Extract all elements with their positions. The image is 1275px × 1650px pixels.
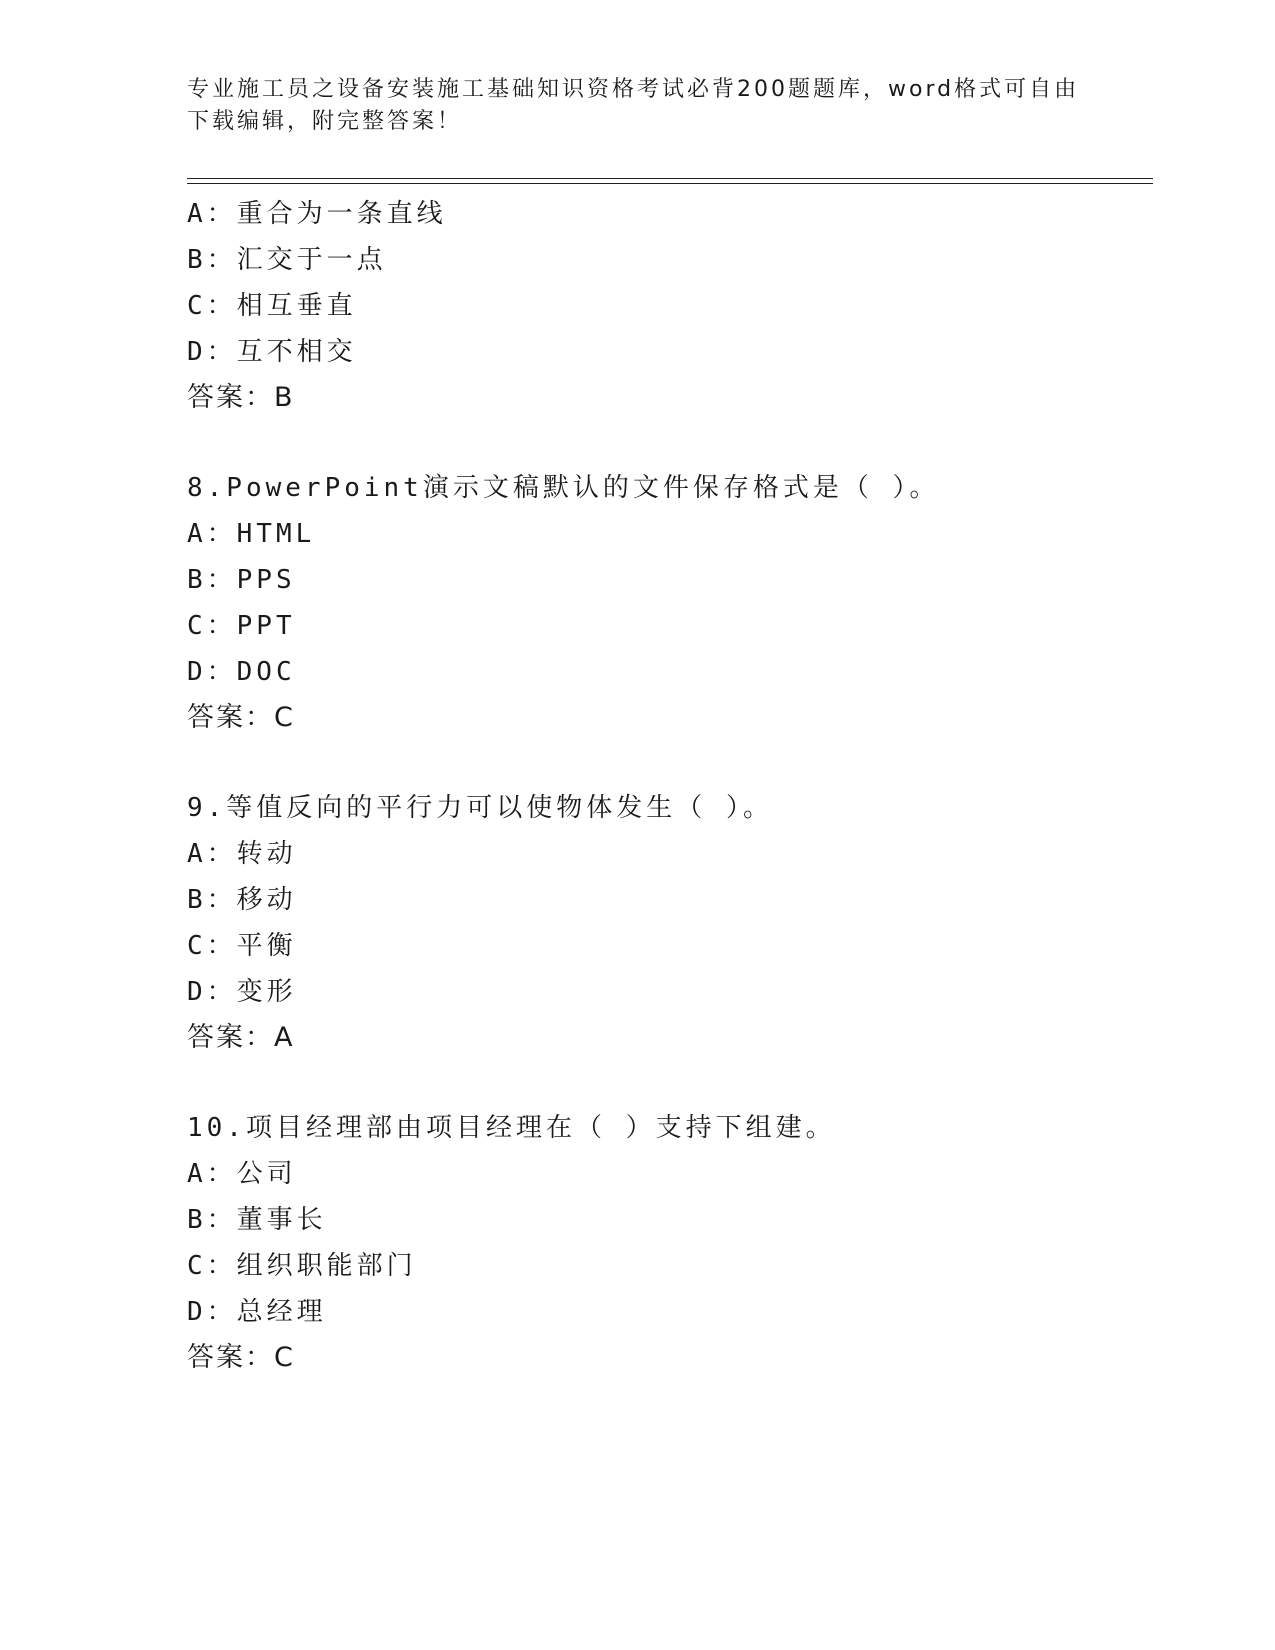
option-a: A：HTML [187,519,316,549]
option-b: B：董事长 [187,1205,327,1235]
option-d: D：变形 [187,977,297,1007]
document-header [187,74,1087,138]
answer-line: 答案：C [187,702,295,733]
option-b: B：PPS [187,565,296,595]
answer-line: 答案：A [187,1022,295,1053]
question-block-10 [187,1105,1153,1381]
option-d: D：互不相交 [187,337,357,367]
block-spacer [187,1061,1153,1105]
question-text: 9.等值反向的平行力可以使物体发生（ ）。 [187,793,773,823]
question-block-9 [187,785,1153,1061]
header-line-2: 下载编辑，附完整答案！ [187,109,463,134]
header-line-1: 专业施工员之设备安装施工基础知识资格考试必背200题题库，word格式可自由 [187,77,1080,102]
answer-line: 答案：B [187,382,295,413]
option-b: B：汇交于一点 [187,245,387,275]
option-a: A：重合为一条直线 [187,199,447,229]
option-a: A：公司 [187,1159,297,1189]
header-divider-bottom [187,183,1153,184]
question-block-8 [187,465,1153,741]
block-spacer [187,741,1153,785]
block-spacer [187,421,1153,465]
answer-line: 答案：C [187,1342,295,1373]
option-c: C：平衡 [187,931,297,961]
option-a: A：转动 [187,839,297,869]
option-c: C：PPT [187,611,296,641]
question-text: 10.项目经理部由项目经理在（ ）支持下组建。 [187,1113,836,1143]
option-b: B：移动 [187,885,297,915]
option-d: D：DOC [187,657,296,687]
question-text: 8.PowerPoint演示文稿默认的文件保存格式是（ ）。 [187,473,940,503]
header-divider-top [187,178,1153,179]
option-c: C：相互垂直 [187,291,357,321]
question-list [187,191,1153,1381]
option-c: C：组织职能部门 [187,1251,417,1281]
question-block-7 [187,191,1153,421]
option-d: D：总经理 [187,1297,327,1327]
